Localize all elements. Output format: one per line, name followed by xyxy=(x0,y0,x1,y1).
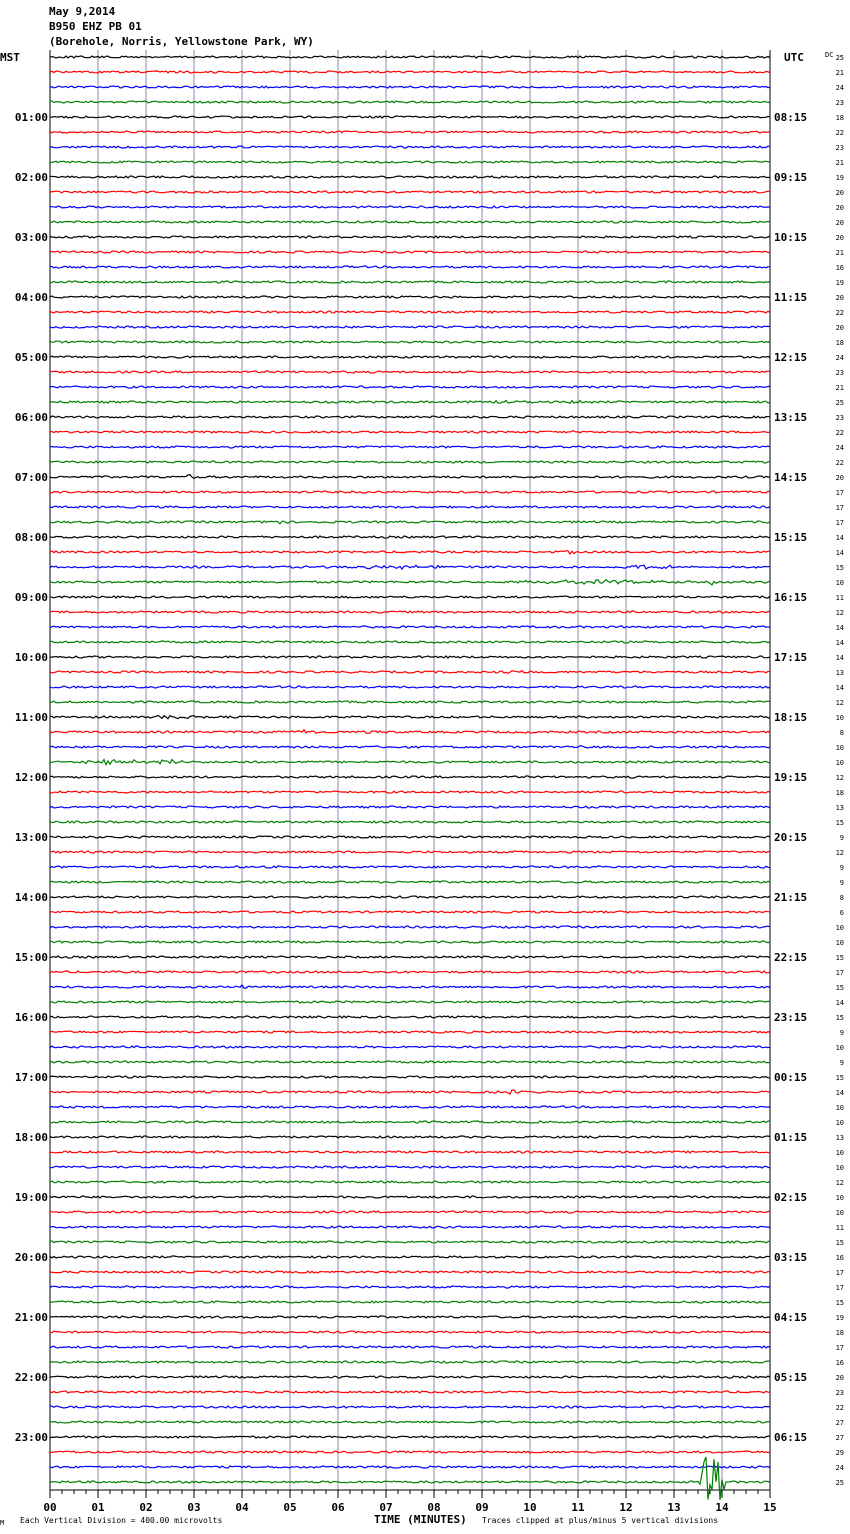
dc-value-label: 21 xyxy=(835,159,844,167)
dc-value-label: 10 xyxy=(835,1104,844,1112)
seismic-trace xyxy=(50,1451,770,1453)
seismic-trace xyxy=(50,251,770,253)
hour-label-right: 20:15 xyxy=(774,831,808,844)
dc-value-label: 9 xyxy=(839,834,844,842)
dc-value-label: 27 xyxy=(835,1419,844,1427)
seismic-trace xyxy=(50,101,770,103)
dc-value-label: 14 xyxy=(835,684,844,692)
dc-value-label: 10 xyxy=(835,1119,844,1127)
seismic-trace xyxy=(50,1421,770,1423)
seismic-trace xyxy=(50,686,770,688)
dc-value-label: 22 xyxy=(835,309,844,317)
dc-value-label: 16 xyxy=(835,1359,844,1367)
seismic-trace xyxy=(50,971,770,973)
dc-value-label: 15 xyxy=(835,564,844,572)
dc-value-label: 10 xyxy=(835,1209,844,1217)
seismic-trace xyxy=(50,461,770,463)
dc-value-label: 15 xyxy=(835,1074,844,1082)
dc-value-label: 17 xyxy=(835,1284,844,1292)
dc-value-label: 19 xyxy=(835,174,844,182)
hour-label-left: 17:00 xyxy=(14,1071,48,1084)
dc-value-label: 10 xyxy=(835,939,844,947)
seismic-trace xyxy=(50,956,770,958)
x-tick-label: 00 xyxy=(43,1501,57,1514)
x-tick-label: 01 xyxy=(91,1501,105,1514)
seismic-trace xyxy=(50,746,770,748)
dc-value-label: 10 xyxy=(835,1194,844,1202)
seismic-trace xyxy=(50,836,770,838)
seismic-trace xyxy=(50,1316,770,1318)
dc-value-label: 8 xyxy=(839,894,844,902)
dc-value-label: 15 xyxy=(835,1299,844,1307)
hour-label-right: 22:15 xyxy=(774,951,808,964)
dc-value-label: 12 xyxy=(835,699,844,707)
dc-value-label: 20 xyxy=(835,324,844,332)
hour-label-left: 08:00 xyxy=(14,531,48,544)
dc-value-label: 22 xyxy=(835,429,844,437)
dc-value-label: 15 xyxy=(835,1239,844,1247)
hour-label-right: 18:15 xyxy=(774,711,808,724)
seismic-trace xyxy=(50,56,770,58)
seismic-trace xyxy=(50,1046,770,1048)
hour-label-left: 12:00 xyxy=(14,771,48,784)
seismic-trace xyxy=(50,356,770,358)
dc-value-label: 10 xyxy=(835,924,844,932)
seismic-trace xyxy=(50,671,770,674)
seismic-trace xyxy=(50,86,770,88)
seismic-trace xyxy=(50,1226,770,1228)
dc-value-label: 15 xyxy=(835,1014,844,1022)
seismic-trace xyxy=(50,1031,770,1033)
x-tick-label: 14 xyxy=(715,1501,729,1514)
dc-value-label: 23 xyxy=(835,99,844,107)
seismic-trace xyxy=(50,206,770,208)
dc-value-label: 14 xyxy=(835,624,844,632)
hour-label-right: 11:15 xyxy=(774,291,808,304)
hour-label-left: 06:00 xyxy=(14,411,48,424)
seismic-trace xyxy=(50,326,770,328)
left-timezone-label: MST xyxy=(0,51,20,64)
dc-value-label: 24 xyxy=(835,444,844,452)
seismic-trace xyxy=(50,221,770,223)
hour-label-left: 22:00 xyxy=(14,1371,48,1384)
seismic-trace xyxy=(50,596,770,598)
dc-value-label: 21 xyxy=(835,384,844,392)
dc-value-label: 8 xyxy=(839,729,844,737)
hour-label-left: 15:00 xyxy=(14,951,48,964)
seismic-trace xyxy=(50,1181,770,1183)
seismic-trace xyxy=(50,475,770,479)
seismic-trace xyxy=(50,985,770,988)
hour-label-left: 20:00 xyxy=(14,1251,48,1264)
hour-label-right: 19:15 xyxy=(774,771,808,784)
x-tick-label: 11 xyxy=(571,1501,585,1514)
dc-value-label: 27 xyxy=(835,1434,844,1442)
seismic-trace xyxy=(50,611,770,613)
dc-value-label: 11 xyxy=(835,1224,844,1232)
dc-value-label: 29 xyxy=(835,1449,844,1457)
hour-label-right: 23:15 xyxy=(774,1011,808,1024)
dc-value-label: 13 xyxy=(835,1134,844,1142)
dc-value-label: 14 xyxy=(835,999,844,1007)
dc-value-label: 22 xyxy=(835,1404,844,1412)
seismic-trace xyxy=(50,580,770,585)
x-tick-label: 15 xyxy=(763,1501,777,1514)
seismic-trace xyxy=(50,281,770,283)
seismic-trace xyxy=(50,911,770,913)
hour-label-right: 16:15 xyxy=(774,591,808,604)
dc-value-label: 13 xyxy=(835,669,844,677)
dc-value-label: 16 xyxy=(835,264,844,272)
seismic-trace xyxy=(50,536,770,538)
seismic-trace xyxy=(50,626,770,628)
seismic-trace xyxy=(50,341,770,343)
dc-value-label: 15 xyxy=(835,954,844,962)
hour-label-left: 10:00 xyxy=(14,651,48,664)
seismic-trace xyxy=(50,1016,770,1018)
x-axis-title: TIME (MINUTES) xyxy=(374,1513,467,1526)
seismic-trace xyxy=(50,760,770,765)
seismic-trace xyxy=(50,730,770,734)
dc-value-label: 17 xyxy=(835,489,844,497)
seismic-trace xyxy=(50,416,770,418)
hour-label-right: 10:15 xyxy=(774,231,808,244)
dc-value-label: 12 xyxy=(835,849,844,857)
hour-label-right: 02:15 xyxy=(774,1191,808,1204)
hour-label-left: 11:00 xyxy=(14,711,48,724)
dc-value-label: 20 xyxy=(835,234,844,242)
seismic-trace xyxy=(50,701,770,703)
dc-value-label: 16 xyxy=(835,1254,844,1262)
right-timezone-label: UTC xyxy=(784,51,804,64)
seismic-trace xyxy=(50,641,770,643)
header-location: (Borehole, Norris, Yellowstone Park, WY) xyxy=(49,35,314,48)
x-tick-label: 07 xyxy=(379,1501,393,1514)
seismic-trace xyxy=(50,161,770,163)
dc-value-label: 17 xyxy=(835,504,844,512)
seismic-trace xyxy=(50,400,770,403)
hour-label-right: 14:15 xyxy=(774,471,808,484)
x-tick-label: 06 xyxy=(331,1501,345,1514)
hour-label-left: 19:00 xyxy=(14,1191,48,1204)
hour-label-right: 09:15 xyxy=(774,171,808,184)
dc-value-label: 17 xyxy=(835,1269,844,1277)
dc-value-label: 24 xyxy=(835,354,844,362)
traces xyxy=(50,56,770,1500)
seismic-trace xyxy=(50,236,770,238)
dc-value-label: 6 xyxy=(839,909,844,917)
dc-value-label: 14 xyxy=(835,534,844,542)
x-tick-label: 12 xyxy=(619,1501,633,1514)
dc-value-label: 14 xyxy=(835,654,844,662)
dc-value-label: 22 xyxy=(835,459,844,467)
x-tick-label: 03 xyxy=(187,1501,201,1514)
dc-value-label: 18 xyxy=(835,114,844,122)
dc-value-label: 9 xyxy=(839,1059,844,1067)
seismic-trace xyxy=(50,1406,770,1408)
dc-value-label: 20 xyxy=(835,219,844,227)
dc-value-label: 21 xyxy=(835,249,844,257)
seismic-trace xyxy=(50,1061,770,1063)
seismic-trace xyxy=(50,851,770,853)
hour-label-right: 06:15 xyxy=(774,1431,808,1444)
clip-note: Traces clipped at plus/minus 5 vertical divisions xyxy=(482,1516,719,1525)
seismic-trace xyxy=(50,791,770,793)
seismic-trace xyxy=(50,521,770,524)
seismic-trace xyxy=(50,881,770,883)
dc-value-label: 14 xyxy=(835,639,844,647)
dc-value-label: 24 xyxy=(835,84,844,92)
dc-value-label: 25 xyxy=(835,1479,844,1487)
dc-value-label: 25 xyxy=(835,54,844,62)
x-tick-label: 13 xyxy=(667,1501,681,1514)
dc-value-label: 24 xyxy=(835,1464,844,1472)
seismic-trace xyxy=(50,1331,770,1333)
dc-value-label: 14 xyxy=(835,1089,844,1097)
hour-label-left: 04:00 xyxy=(14,291,48,304)
seismic-trace xyxy=(50,386,770,388)
dc-value-label: 11 xyxy=(835,594,844,602)
dc-value-label: 18 xyxy=(835,789,844,797)
hour-label-left: 01:00 xyxy=(14,111,48,124)
seismic-trace xyxy=(50,1361,770,1363)
seismic-trace xyxy=(50,941,770,943)
seismic-trace xyxy=(50,1106,770,1108)
seismic-trace xyxy=(50,71,770,73)
seismic-trace xyxy=(50,866,770,868)
seismic-trace xyxy=(50,1346,770,1348)
dc-value-label: 18 xyxy=(835,339,844,347)
seismic-trace xyxy=(50,491,770,493)
seismic-trace xyxy=(50,715,770,718)
dc-value-label: 23 xyxy=(835,144,844,152)
seismic-trace xyxy=(50,1301,770,1303)
dc-value-label: 10 xyxy=(835,1044,844,1052)
seismic-trace xyxy=(50,1241,770,1243)
dc-value-label: 14 xyxy=(835,549,844,557)
dc-value-label: 17 xyxy=(835,519,844,527)
x-tick-label: 10 xyxy=(523,1501,537,1514)
dc-value-label: 20 xyxy=(835,294,844,302)
dc-value-label: 20 xyxy=(835,204,844,212)
seismic-trace xyxy=(50,1436,770,1438)
seismic-trace xyxy=(50,656,770,658)
dc-value-label: 20 xyxy=(835,1374,844,1382)
seismic-trace xyxy=(50,1136,770,1138)
seismic-trace xyxy=(50,446,770,448)
dc-value-label: 10 xyxy=(835,714,844,722)
dc-value-label: 12 xyxy=(835,609,844,617)
dc-value-label: 10 xyxy=(835,1149,844,1157)
hour-label-left: 21:00 xyxy=(14,1311,48,1324)
hour-label-right: 05:15 xyxy=(774,1371,808,1384)
dc-column-label: DC xyxy=(825,51,834,59)
dc-value-label: 25 xyxy=(835,399,844,407)
header-station: B950 EHZ PB 01 xyxy=(49,20,142,33)
x-tick-label: 04 xyxy=(235,1501,249,1514)
seismic-trace xyxy=(50,896,770,898)
seismic-trace xyxy=(50,191,770,193)
hour-label-left: 13:00 xyxy=(14,831,48,844)
hour-label-right: 12:15 xyxy=(774,351,808,364)
hour-label-right: 17:15 xyxy=(774,651,808,664)
x-tick-label: 02 xyxy=(139,1501,153,1514)
seismic-trace xyxy=(50,176,770,178)
seismic-trace xyxy=(50,1466,770,1468)
hour-label-right: 21:15 xyxy=(774,891,808,904)
x-tick-label: 05 xyxy=(283,1501,297,1514)
dc-value-label: 12 xyxy=(835,774,844,782)
dc-value-label: 10 xyxy=(835,759,844,767)
seismic-trace xyxy=(50,776,770,778)
seismic-trace xyxy=(50,1151,770,1153)
dc-value-label: 12 xyxy=(835,1179,844,1187)
hour-label-right: 00:15 xyxy=(774,1071,808,1084)
seismic-trace xyxy=(50,1286,770,1288)
dc-value-label: 20 xyxy=(835,474,844,482)
seismic-trace xyxy=(50,1076,770,1078)
dc-value-label: 13 xyxy=(835,804,844,812)
dc-value-label: 17 xyxy=(835,969,844,977)
dc-value-label: 19 xyxy=(835,1314,844,1322)
hour-label-left: 14:00 xyxy=(14,891,48,904)
hour-label-right: 03:15 xyxy=(774,1251,808,1264)
dc-value-label: 17 xyxy=(835,1344,844,1352)
dc-value-label: 9 xyxy=(839,864,844,872)
dc-value-label: 9 xyxy=(839,879,844,887)
seismic-trace xyxy=(50,1166,770,1168)
dc-value-label: 19 xyxy=(835,279,844,287)
scale-note: Each Vertical Division = 400.00 microvolts xyxy=(20,1516,223,1525)
hour-label-left: 18:00 xyxy=(14,1131,48,1144)
seismic-trace xyxy=(50,806,770,808)
dc-value-label: 10 xyxy=(835,579,844,587)
dc-value-label: 15 xyxy=(835,819,844,827)
hour-label-left: 03:00 xyxy=(14,231,48,244)
hour-label-left: 09:00 xyxy=(14,591,48,604)
seismic-trace xyxy=(50,1196,770,1198)
dc-value-label: 18 xyxy=(835,1329,844,1337)
seismic-trace xyxy=(50,431,770,433)
hour-label-left: 07:00 xyxy=(14,471,48,484)
seismic-trace xyxy=(50,296,770,298)
seismic-trace xyxy=(50,146,770,148)
dc-value-label: 23 xyxy=(835,414,844,422)
hour-label-left: 02:00 xyxy=(14,171,48,184)
seismic-trace xyxy=(50,506,770,508)
seismic-trace xyxy=(50,926,770,928)
hour-label-right: 15:15 xyxy=(774,531,808,544)
dc-value-label: 10 xyxy=(835,1164,844,1172)
hour-label-left: 23:00 xyxy=(14,1431,48,1444)
seismic-trace xyxy=(50,1090,770,1094)
seismic-trace xyxy=(50,371,770,373)
dc-value-label: 15 xyxy=(835,984,844,992)
seismic-trace xyxy=(50,1271,770,1273)
seismic-trace xyxy=(50,1211,770,1213)
dc-value-label: 23 xyxy=(835,1389,844,1397)
hour-label-right: 08:15 xyxy=(774,111,808,124)
hour-label-right: 13:15 xyxy=(774,411,808,424)
dc-value-label: 23 xyxy=(835,369,844,377)
dc-value-label: 9 xyxy=(839,1029,844,1037)
dc-value-label: 20 xyxy=(835,189,844,197)
dc-value-label: 21 xyxy=(835,69,844,77)
dc-value-label: 10 xyxy=(835,744,844,752)
seismic-trace xyxy=(50,1391,770,1393)
seismic-trace xyxy=(50,551,770,554)
labels xyxy=(15,54,844,1514)
x-tick-label: 08 xyxy=(427,1501,441,1514)
hour-label-left: 05:00 xyxy=(14,351,48,364)
header-date: May 9,2014 xyxy=(49,5,116,18)
seismic-trace xyxy=(50,1001,770,1003)
seismic-trace xyxy=(50,131,770,133)
seismic-trace xyxy=(50,565,770,569)
seismic-trace xyxy=(50,1121,770,1123)
seismic-trace xyxy=(50,1376,770,1378)
hour-label-right: 01:15 xyxy=(774,1131,808,1144)
seismic-trace xyxy=(50,311,770,313)
seismic-trace xyxy=(50,1256,770,1258)
corner-mark: M xyxy=(0,1519,5,1527)
seismic-trace xyxy=(50,821,770,823)
dc-value-label: 22 xyxy=(835,129,844,137)
hour-label-left: 16:00 xyxy=(14,1011,48,1024)
x-tick-label: 09 xyxy=(475,1501,489,1514)
seismic-trace xyxy=(50,266,770,268)
hour-label-right: 04:15 xyxy=(774,1311,808,1324)
seismic-trace xyxy=(50,116,770,118)
